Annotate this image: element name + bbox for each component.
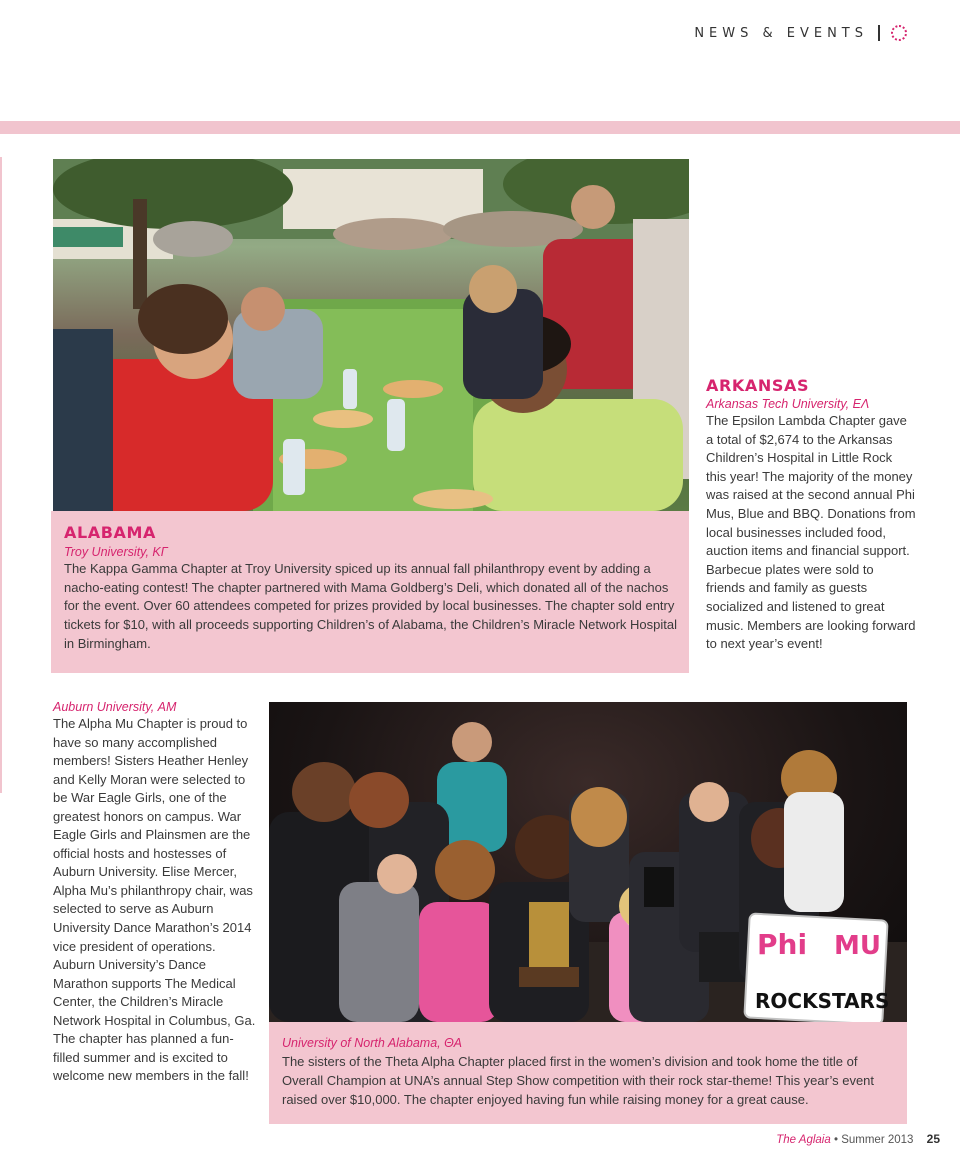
section-label: NEWS & EVENTS <box>694 26 868 41</box>
decorative-band <box>0 121 960 134</box>
dotted-ring-icon <box>891 25 907 41</box>
auburn-column <box>53 697 258 1086</box>
alabama-heading: ALABAMA <box>64 523 157 542</box>
arkansas-heading: ARKANSAS <box>706 376 810 395</box>
photo-nacho-event <box>53 159 689 511</box>
header-divider <box>878 25 880 41</box>
arkansas-body: The Epsilon Lambda Chapter gave a total of $2,674 to the Arkansas Children’s Hospital in Little Rock this year! The majority of the money was raised at the second annual Phi Mus, Blue and BBQ. Donations from local businesses included food, auction items and financial support. Barbecue plates were sold to friends and family as guests socialized and listened to great music. Members are looking forward to next year’s event! <box>706 413 916 652</box>
left-margin-rule <box>0 157 2 793</box>
una-caption-box <box>269 1022 907 1124</box>
una-chapter: University of North Alabama, ΘΑ <box>282 1036 463 1050</box>
photo-step-show-illustration <box>269 702 907 1022</box>
sign-text-rockstars: ROCKSTARS <box>755 989 890 1013</box>
sign-text-phi: Phi <box>757 928 808 961</box>
una-body: The sisters of the Theta Alpha Chapter placed first in the women’s division and took home the title of Overall Champion at UNA’s annual Step Show competition with their rock star-theme! This year’s event raised over $10,000. The chapter enjoyed having fun while raising money for a great cause. <box>282 1054 875 1107</box>
auburn-chapter: Auburn University, ΑΜ <box>53 700 177 714</box>
alabama-chapter: Troy University, ΚΓ <box>64 545 168 559</box>
page-footer <box>776 1132 940 1146</box>
footer-bullet: • <box>833 1134 842 1146</box>
photo-nacho-event-illustration <box>53 159 689 511</box>
arkansas-column <box>706 376 916 654</box>
photo-step-show-group <box>269 702 907 1022</box>
alabama-caption-box <box>51 511 689 673</box>
page-number: 25 <box>926 1132 940 1146</box>
issue-label: Summer 2013 <box>841 1134 914 1146</box>
auburn-body: The Alpha Mu Chapter is proud to have so many accomplished members! Sisters Heather Henley and Kelly Moran were selected to be War Eagle Girls, one of the greatest honors on campus. War Eagle Girls and Plainsmen are the official hosts and hostesses of Auburn University. Elise Mercer, Alpha Mu’s philanthropy chair, was selected to serve as Auburn University Dance Marathon’s 2014 vice president of operations. Auburn University’s Dance Marathon supports The Medical Center, the Children’s Miracle Network Hospital in Columbus, Ga. The chapter has planned a fun-filled summer and is excited to welcome new members in the fall! <box>53 716 256 1084</box>
arkansas-chapter: Arkansas Tech University, ΕΛ <box>706 397 870 411</box>
alabama-body: The Kappa Gamma Chapter at Troy University spiced up its annual fall philanthropy event by adding a nacho-eating contest! The chapter partnered with Mama Goldberg’s Deli, which donated all of the nachos for the event. Over 60 attendees competed for prizes provided by local businesses. The chapter sold entry tickets for $10, with all proceeds supporting Children’s of Alabama, the Children’s Miracle Network Hospital in Birmingham. <box>64 561 677 651</box>
magazine-title: The Aglaia <box>776 1134 831 1146</box>
sign-text-mu: MU <box>834 931 881 961</box>
